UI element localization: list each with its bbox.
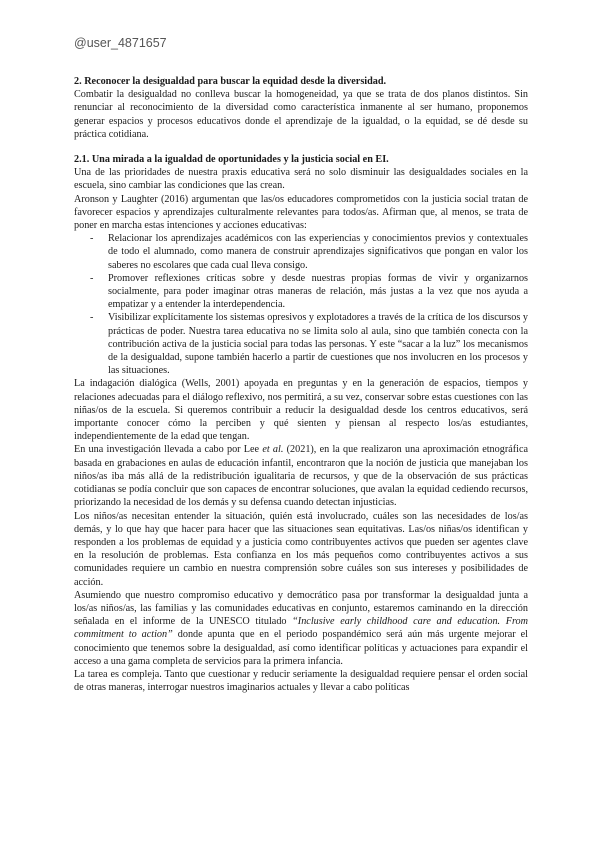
document-body — [74, 75, 528, 694]
list-item-text: Visibilizar explícitamente los sistemas opresivos y explotadores a través de la crítica de los discursos y prácticas de poder. Nuestra tarea educativa no se limita solo al aula, sino que también conecta con la contribución activa de la justicia social para todas las personas. Y este “sacar a la luz” los mecanismos de la desigualdad, supone también hacerlo a partir de cuestiones que nos involucren en los procesos y las situaciones. — [108, 312, 528, 377]
bullet-dash: - — [90, 272, 94, 284]
bullet-dash: - — [90, 233, 94, 245]
username-label: @user_4871657 — [74, 36, 167, 50]
section-gap — [74, 141, 528, 153]
paragraph-unesco-title: “Inclusive early childhood care and education. From commitment to action” — [74, 616, 528, 641]
paragraph-lee-end: (2021), en la que realizaron una aproximación etnográfica basada en grabaciones en aulas de educación infantil, encontraron que la noción de justicia que manejaban los niños/as iba más allá de la redistribución igualitaria de recursos, y que de la observación de sus prácticas cotidianas se podía concluir que son capaces de encontrar soluciones, que avalan la equidad cediendo recursos, priorizando la necesidad de los demás y su defensa cuando detectan injusticias. — [74, 444, 529, 509]
list-item — [74, 272, 528, 312]
paragraph-unesco-start: Asumiendo que nuestro compromiso educativo y democrático pasa por transformar la desigualdad junta a los/as niños/as, las familias y las comunidades educativas en conjunto, estaremos caminando en la dirección señalada en el informe de la UNESCO titulado — [74, 589, 528, 628]
section-2-heading: 2. Reconocer la desigualdad para buscar la equidad desde la diversidad. — [74, 76, 387, 87]
paragraph-lee-italic: et al. — [262, 444, 284, 456]
paragraph-ninos: Los niños/as necesitan entender la situación, quién está involucrado, cuáles son las necesidades de los/as demás, y lo que hay que hacer para hacer que las situaciones sean equitativas. Las/os niñas/os identifican y responden a los problemas de equidad y a justicia como contribuyentes activos que pueden ser agentes clave en la resolución de problemas. Esta confianza en los más pequeños como contribuyentes activos a sus comunidades requiere un cambio en nuestra comprensión sobre cuáles son sus intereses y posibilidades de acción. — [74, 510, 528, 588]
list-item-text: Promover reflexiones críticas sobre y desde nuestras propias formas de vivir y organizarnos socialmente, para poder imaginar otras maneras de relación, más justas a la vez que nos ayuda a empatizar y a entender la interdependencia. — [108, 272, 528, 311]
list-item-text: Relacionar los aprendizajes académicos con las experiencias y conocimientos previos y contextuales de todo el alumnado, como manera de construir aprendizajes significativos que pongan en valor los saberes no escolares que cada cual lleva consigo. — [108, 233, 528, 271]
paragraph-tarea: La tarea es compleja. Tanto que cuestionar y reducir seriamente la desigualdad requiere pensar el orden social de otras maneras, interrogar nuestros imaginarios actuales y llevar a cabo políticas — [74, 668, 528, 694]
bullet-dash: - — [90, 312, 94, 324]
list-item — [74, 311, 528, 377]
list-item — [74, 232, 528, 272]
paragraph-lee-start: En una investigación llevada a cabo por Lee — [74, 444, 263, 456]
paragraph-aronson: Aronson y Laughter (2016) argumentan que las/os educadores comprometidos con la justicia social tratan de favorecer espacios y aprendizajes culturalmente relevantes para todos/as. Afirman que, al menos, se trata de poner en marcha estas intenciones y acciones educativas: — [74, 193, 528, 232]
paragraph-indagacion: La indagación dialógica (Wells, 2001) apoyada en preguntas y en la generación de espacios, tiempos y relaciones adecuadas para el diálogo reflexivo, nos permitirá, a su vez, conservar sobre estas cuestiones con las niñas/os de la escuela. Si queremos contribuir a reducir la desigualdad desde los centros educativos, será importante conocer cómo la perciben y qué sienten y piensan al respecto los/as estudiantes, independientemente de la edad que tengan. — [74, 378, 528, 443]
section-2-1-heading: 2.1. Una mirada a la igualdad de oportunidades y la justicia social en EI. — [74, 154, 389, 166]
paragraph-unesco — [74, 589, 528, 668]
paragraph-lee — [74, 443, 528, 509]
section-2-paragraph: Combatir la desigualdad no conlleva buscar la homogeneidad, ya que se trata de dos planos distintos. Sin renunciar al reconocimiento de la diversidad como característica inmanente al ser humano, proponemos generar espacios y procesos educativos donde el aprendizaje de la igualdad, o la equidad, se dé desde su práctica cotidiana. — [74, 89, 528, 140]
paragraph-unesco-end: donde apunta que en el periodo pospandémico será aún más urgente mejorar el conocimiento que tenemos sobre la desigualdad, así como identificar políticas y actuaciones para expandir el acceso a una gama completa de servicios para la primera infancia. — [74, 629, 528, 667]
actions-list — [74, 232, 528, 377]
paragraph-priorities: Una de las prioridades de nuestra praxis educativa será no solo disminuir las desigualdades sociales en la escuela, sino cambiar las condiciones que las crean. — [74, 167, 528, 192]
